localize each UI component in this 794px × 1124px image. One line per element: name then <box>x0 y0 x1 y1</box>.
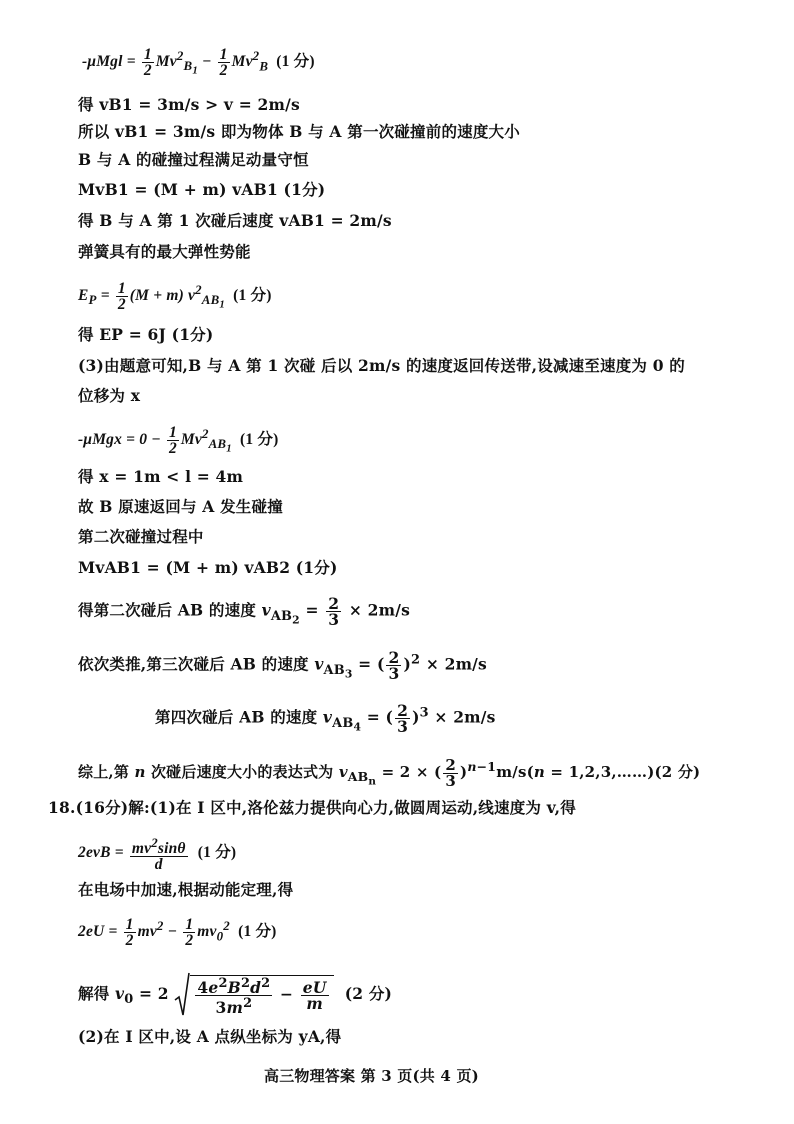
text-line: 弹簧具有的最大弹性势能 <box>78 242 251 261</box>
text-line: 位移为 x <box>78 386 141 405</box>
text-line: 故 B 原速返回与 A 发生碰撞 <box>78 497 283 516</box>
text-line: 综上,第 n 次碰后速度大小的表达式为 $v_{AB_n} = 2$ × ( $\frac{2}{3}$ )$^{n-1}$m/s(n = 1,2,3,……)(2 分) <box>78 755 701 790</box>
text-line: 得 EP = 6J (1分) <box>78 325 214 344</box>
text-line: 在电场中加速,根据动能定理,得 <box>78 880 294 899</box>
text-line: 第二次碰撞过程中 <box>78 527 204 546</box>
text-line: 所以 vB1 = 3m/s 即为物体 B 与 A 第一次碰撞前的速度大小 <box>78 122 520 141</box>
text-line: 得第二次碰后 AB 的速度 $v_{AB_2}$ = $\frac{2}{3}$ × 2m/s <box>78 594 411 629</box>
page-footer: 高三物理答案 第 3 页(共 4 页) <box>264 1067 479 1085</box>
text-line: 得 vB1 = 3m/s > v = 2m/s <box>78 95 300 114</box>
text-line: 得 B 与 A 第 1 次碰后速度 vAB1 = 2m/s <box>78 211 392 230</box>
sqrt-symbol <box>174 972 190 1018</box>
equation-line: MvB1 = (M + m) vAB1 (1分) <box>78 180 326 199</box>
equation-line: $E_P$ = $\frac{1}{2}$ (M + m) $v^2_{AB_1}$ (1 分) <box>78 280 272 314</box>
equation-line: MvAB1 = (M + m) vAB2 (1分) <box>78 558 338 577</box>
equation-line: -μMgx = 0 − $\frac{1}{2}$ $Mv^2_{AB_1}$ (1 分) <box>78 424 279 458</box>
text-line: B 与 A 的碰撞过程满足动量守恒 <box>78 150 309 169</box>
text-line: 得 x = 1m < l = 4m <box>78 467 244 486</box>
equation-line: 2eU = $\frac{1}{2}$ $mv^2$ − $\frac{1}{2}$ $mv_0^2$ (1 分) <box>78 916 277 950</box>
equation-line: -μMgl = $\frac{1}{2}$ $Mv^2_{B_1}$ − $\frac{1}{2}$ $Mv^2_B$ (1 分) <box>82 46 315 80</box>
text-line: 第四次碰后 AB 的速度 $v_{AB_4}$ = ( $\frac{2}{3}$ )$^3$ × 2m/s <box>155 701 496 736</box>
equation-line: 解得 $v_0 = 2$ $\frac{4e^2B^2d^2}{3m^2}$ − $\frac{eU}{m}$ (2 分) <box>78 972 392 1018</box>
text-line: 依次类推,第三次碰后 AB 的速度 $v_{AB_3}$ = ( $\frac{2}{3}$ )$^2$ × 2m/s <box>78 648 487 683</box>
equation-line: 2evB = $\frac{mv^2\sin\theta}{d}$ (1 分) <box>78 835 237 874</box>
text-line: (3)由题意可知,B 与 A 第 1 次碰 后以 2m/s 的速度返回传送带,设减速至速度为 0 的 <box>78 356 685 375</box>
question-18-header: 18.(16分)解:(1)在 I 区中,洛伦兹力提供向心力,做圆周运动,线速度为 v,得 <box>48 798 576 817</box>
text-line: (2)在 I 区中,设 A 点纵坐标为 yA,得 <box>78 1027 342 1046</box>
